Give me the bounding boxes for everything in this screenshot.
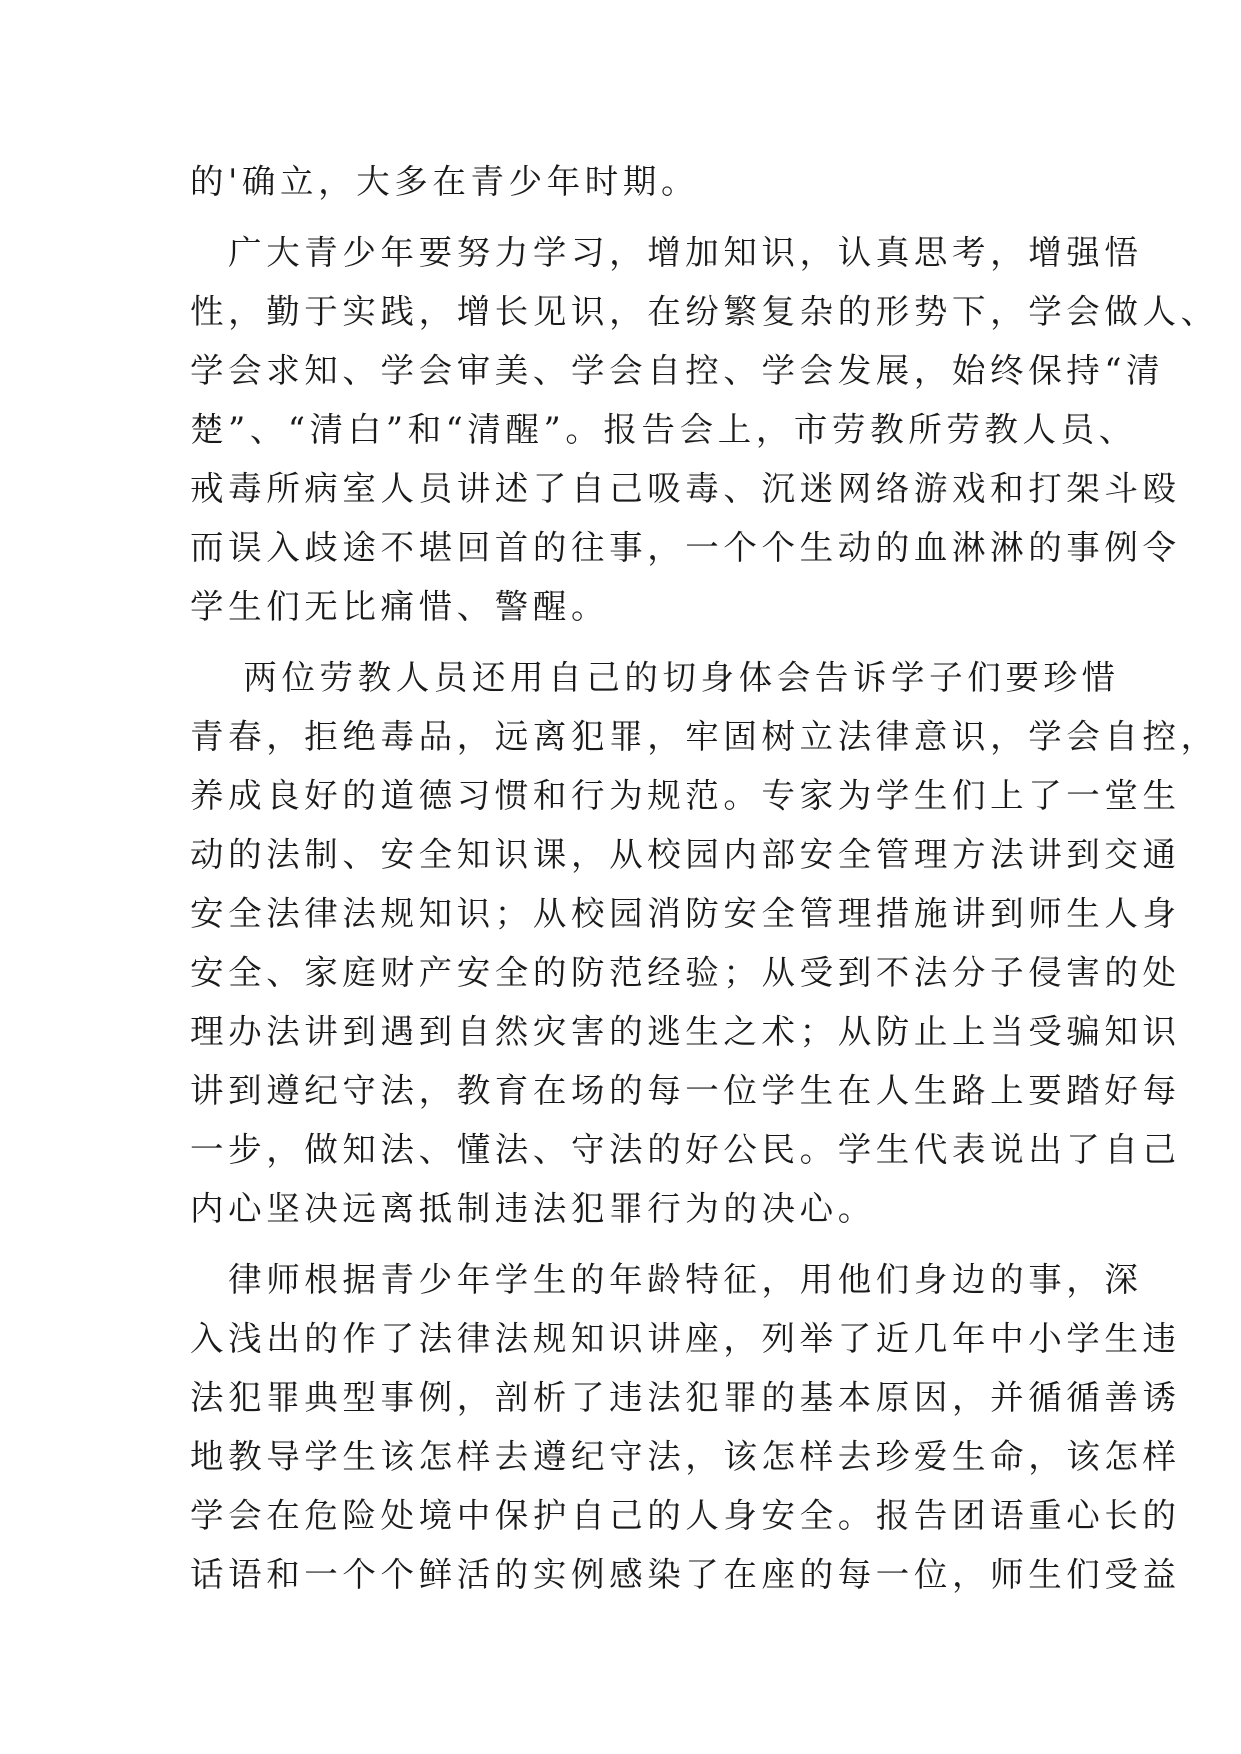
- text-line: 的'确立，大多在青少年时期。: [190, 162, 700, 201]
- text-line: 内心坚决远离抵制违法犯罪行为的决心。: [190, 1189, 876, 1228]
- text-line: 动的法制、安全知识课，从校园内部安全管理方法讲到交通: [190, 835, 1181, 874]
- text-line: 两位劳教人员还用自己的切身体会告诉学子们要珍惜: [190, 658, 1120, 697]
- text-line: 一步，做知法、懂法、守法的好公民。学生代表说出了自己: [190, 1130, 1181, 1169]
- text-line: 理办法讲到遇到自然灾害的逃生之术；从防止上当受骗知识: [190, 1012, 1181, 1051]
- text-line: 性，勤于实践，增长见识，在纷繁复杂的形势下，学会做人、: [190, 292, 1219, 331]
- text-line: 讲到遵纪守法，教育在场的每一位学生在人生路上要踏好每: [190, 1071, 1181, 1110]
- text-line: 学会求知、学会审美、学会自控、学会发展，始终保持“清: [190, 351, 1165, 390]
- body-text: [190, 152, 1219, 1604]
- text-line: 青春，拒绝毒品，远离犯罪，牢固树立法律意识，学会自控，: [190, 717, 1219, 756]
- text-line: 安全、家庭财产安全的防范经验；从受到不法分子侵害的处: [190, 953, 1181, 992]
- text-line: 学生们无比痛惜、警醒。: [190, 587, 610, 626]
- text-line: 学会在危险处境中保护自己的人身安全。报告团语重心长的: [190, 1496, 1181, 1535]
- paragraph-gap: [190, 636, 1050, 648]
- text-line: 地教导学生该怎样去遵纪守法，该怎样去珍爱生命，该怎样: [190, 1437, 1181, 1476]
- text-line: 安全法律法规知识；从校园消防安全管理措施讲到师生人身: [190, 894, 1181, 933]
- text-line: 法犯罪典型事例，剖析了违法犯罪的基本原因，并循循善诱: [190, 1378, 1181, 1417]
- text-line: 养成良好的道德习惯和行为规范。专家为学生们上了一堂生: [190, 776, 1181, 815]
- text-line: 入浅出的作了法律法规知识讲座，列举了近几年中小学生违: [190, 1319, 1181, 1358]
- text-line: 广大青少年要努力学习，增加知识，认真思考，增强悟: [190, 233, 1143, 272]
- text-line: 楚”、“清白”和“清醒”。报告会上，市劳教所劳教人员、: [190, 410, 1137, 449]
- text-line: 话语和一个个鲜活的实例感染了在座的每一位，师生们受益: [190, 1555, 1181, 1594]
- text-line: 而误入歧途不堪回首的往事，一个个生动的血淋淋的事例令: [190, 528, 1181, 567]
- paragraph-gap: [190, 1238, 1050, 1250]
- text-line: 律师根据青少年学生的年龄特征，用他们身边的事，深: [190, 1260, 1143, 1299]
- paragraph-gap: [190, 211, 1050, 223]
- text-line: 戒毒所病室人员讲述了自己吸毒、沉迷网络游戏和打架斗殴: [190, 469, 1181, 508]
